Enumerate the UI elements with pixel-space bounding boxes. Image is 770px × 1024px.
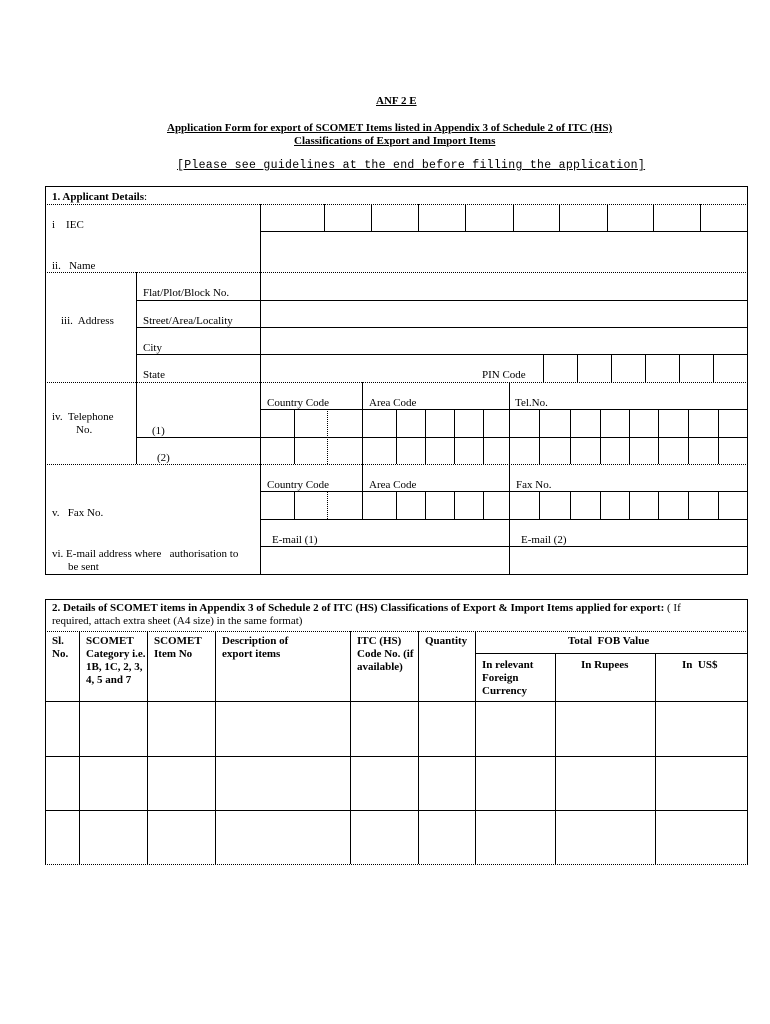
col-fob-foreign-currency: In relevant Foreign Currency [482, 659, 534, 697]
fax-country-code-label: Country Code [267, 479, 330, 491]
col-fob-rupees: In Rupees [581, 659, 629, 671]
name-input[interactable] [261, 232, 747, 272]
email-2-label: E-mail (2) [521, 534, 567, 546]
telephone-2-input[interactable] [261, 438, 747, 464]
email-1-input[interactable] [261, 547, 509, 574]
col-quantity: Quantity [425, 635, 468, 647]
col-scomet-category: SCOMET Category i.e. 1B, 1C, 2, 3, 4, 5 and 7 [86, 635, 146, 686]
telephone-row-1: (1) [152, 425, 165, 437]
fax-number-label: Fax No. [516, 479, 552, 491]
col-itc-hs-code: ITC (HS) Code No. (if available) [357, 635, 414, 673]
email-2-input[interactable] [510, 547, 747, 574]
flat-plot-input[interactable] [261, 273, 747, 300]
telephone-row-2: (2) [157, 452, 170, 464]
email-label: vi. E-mail address where authorisation to [52, 548, 239, 560]
street-area-label: Street/Area/Locality [143, 315, 233, 327]
table-row[interactable] [46, 811, 747, 864]
form-code: ANF 2 E [376, 95, 417, 107]
table-row[interactable] [46, 757, 747, 810]
email-label-sent: be sent [68, 561, 99, 573]
fax-input[interactable] [261, 492, 747, 519]
col-sl-no: Sl. No. [52, 635, 69, 660]
tel-area-code-label: Area Code [369, 397, 417, 409]
form-title: Application Form for export of SCOMET Items listed in Appendix 3 of Schedule 2 of ITC (HS) [167, 122, 613, 134]
city-input[interactable] [261, 328, 747, 354]
fax-label: v. Fax No. [52, 507, 104, 519]
flat-plot-label: Flat/Plot/Block No. [143, 287, 230, 299]
pin-code-label: PIN Code [482, 369, 526, 381]
col-fob-usd: In US$ [682, 659, 718, 671]
form-subtitle: Classifications of Export and Import Items [294, 135, 496, 147]
state-label: State [143, 369, 165, 381]
fax-area-code-label: Area Code [369, 479, 417, 491]
telephone-label: iv. Telephone [52, 411, 114, 423]
telephone-1-input[interactable] [261, 410, 747, 437]
table-row[interactable] [46, 702, 747, 756]
applicant-details-heading: 1. Applicant Details: [52, 191, 148, 203]
guidelines-note: [Please see guidelines at the end before filling the application] [177, 159, 646, 172]
street-area-input[interactable] [261, 301, 747, 327]
tel-number-label: Tel.No. [515, 397, 548, 409]
col-total-fob: Total FOB Value [568, 635, 650, 647]
col-description: Description of export items [222, 635, 289, 660]
telephone-label-no: No. [76, 424, 93, 436]
scomet-items-heading: 2. Details of SCOMET items in Appendix 3 of Schedule 2 of ITC (HS) Classifications of Export & Import Items applied for export: ( If required, attach extra sheet (A4 size) in the same format) [52, 602, 681, 627]
pin-code-input[interactable] [544, 355, 747, 382]
tel-country-code-label: Country Code [267, 397, 330, 409]
state-input[interactable] [261, 355, 475, 382]
iec-input[interactable] [261, 205, 747, 231]
name-label: ii. Name [52, 260, 96, 272]
city-label: City [143, 342, 162, 354]
address-label: iii. Address [61, 315, 114, 327]
email-1-label: E-mail (1) [272, 534, 318, 546]
iec-label: i IEC [52, 219, 84, 231]
col-scomet-item-no: SCOMET Item No [154, 635, 202, 660]
